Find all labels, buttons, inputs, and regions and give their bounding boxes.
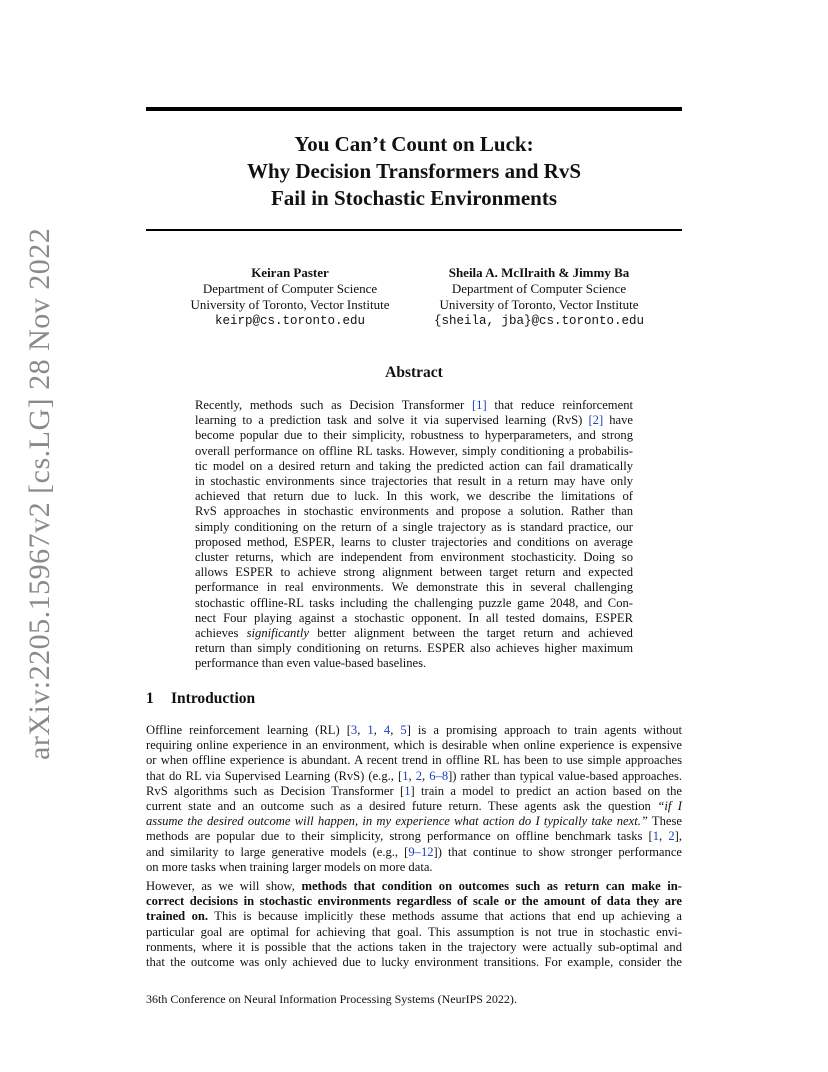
text-line: RvS approaches in stochastic environments and propose a solution. Rather than	[195, 504, 633, 519]
text-line: Offline reinforcement learning (RL) [3, 1, 4, 5] is a promising approach to train agents without	[146, 723, 683, 737]
citation-link[interactable]: 6–8	[429, 768, 449, 783]
abstract-body	[195, 398, 633, 672]
text-line: ronments, where it is possible that the actions taken in the trajectory were actually sub-optimal and	[146, 939, 682, 954]
text-line: achieved that return due to luck. In this work, we describe the limitations of	[195, 489, 633, 504]
intro-paragraph-2	[146, 879, 682, 970]
citation-link[interactable]: 1	[652, 829, 660, 844]
text-line: that do RL via Supervised Learning (RvS) (e.g., [1, 2, 6–8]) rather than typical value-based approaches.	[146, 768, 683, 783]
bold-text: correct decisions in stochastic environments regardless of scale or the amount of data they are	[146, 894, 682, 909]
text-line: in stochastic environments since trajectories that result in a return may have only	[195, 474, 633, 489]
text-line: performance in real environments. We demonstrate this in several challenging	[195, 580, 633, 595]
title-line: Why Decision Transformers and RvS	[246, 159, 582, 183]
text-line: assume the desired outcome will happen, in my experience what action do I typically take next.” These	[146, 814, 682, 829]
bold-text: methods that condition on outcomes such as return can make in-	[301, 879, 682, 893]
paper-title	[146, 131, 682, 212]
text-line: that the outcome was only achieved due to lucky environment transitions. For example, consider the	[146, 955, 682, 970]
text-line: requiring online experience in an environment, which is desirable when online experience is expensive	[146, 738, 682, 753]
citation-link[interactable]: [2]	[588, 413, 604, 428]
text-line: tic model on a desired return and taking the predicted action can fail dramatically	[195, 458, 633, 473]
author-department: Department of Computer Science	[202, 281, 378, 296]
author-name: Keiran Paster	[251, 265, 329, 280]
section-heading	[146, 690, 255, 708]
text-line: allows ESPER to achieve strong alignment between target return and expected	[195, 565, 633, 580]
text-line: become popular due to their simplicity, robustness to hyperparameters, and strong	[195, 428, 633, 443]
title-line: Fail in Stochastic Environments	[270, 186, 558, 210]
citation-link[interactable]: 2	[668, 829, 675, 844]
citation-link[interactable]: 1	[402, 768, 409, 783]
text-line: learning to a prediction task and solve it via supervised learning (RvS) [2] have	[195, 413, 634, 428]
author-affiliation: University of Toronto, Vector Institute	[190, 297, 390, 312]
text-line: trained on. This is because implicitly these methods assume that actions that end up achieving a	[146, 909, 683, 924]
author-name: Sheila A. McIlraith & Jimmy Ba	[448, 265, 630, 280]
italic-text: significantly	[246, 626, 309, 641]
text-line: However, as we will show, methods that condition on outcomes such as return can make in-	[146, 879, 682, 893]
text-line: cluster returns, which are independent from environment stochasticity. Doing so	[195, 550, 633, 565]
text-line: particular goal are optimal for achieving that goal. This assumption is not true in stochastic envi-	[146, 924, 682, 939]
italic-text: “if I	[657, 799, 682, 814]
author-department: Department of Computer Science	[451, 281, 627, 296]
citation-link[interactable]: 1	[367, 723, 374, 737]
title-line: You Can’t Count on Luck:	[294, 132, 534, 156]
text-line: return than simply conditioning on returns. ESPER also achieves higher maximum	[195, 641, 633, 656]
text-line: methods are popular due to their simplicity, strong performance on offline benchmark tasks [1, 2],	[146, 829, 682, 844]
section-title: Introduction	[171, 690, 256, 707]
text-line: current state and an outcome such as a desired future return. These agents ask the question “if I	[146, 799, 682, 814]
text-line: performance than even value-based baselines.	[195, 656, 427, 671]
citation-link[interactable]: 4	[383, 723, 391, 737]
text-line: or when offline experience is abundant. A recent trend in offline RL has been to use simple approaches	[146, 753, 682, 768]
citation-link[interactable]: 1	[404, 783, 411, 798]
text-line: nect Four playing against a stochastic opponent. In all tested domains, ESPER	[195, 610, 633, 625]
text-line: simply conditioning on the return of a single trajectory as is standard practice, our	[195, 519, 633, 534]
section-number: 1	[146, 690, 154, 707]
text-line	[146, 894, 682, 909]
text-line: proposed method, ESPER, learns to cluster trajectories and conditions on average	[195, 534, 633, 549]
text-line: on more tasks when training larger models on more data.	[146, 859, 433, 874]
citation-link[interactable]: 9–12	[408, 844, 434, 859]
citation-link[interactable]: 2	[415, 768, 422, 783]
bold-text: trained on.	[146, 909, 209, 924]
text-line: RvS algorithms such as Decision Transformer [1] train a model to predict an action based on the	[146, 783, 682, 798]
arxiv-identifier: arXiv:2205.15967v2 [cs.LG] 28 Nov 2022	[23, 227, 56, 760]
text-line: overall performance on offline RL tasks. However, simply conditioning a probabilis-	[195, 443, 633, 458]
author-block-1	[180, 265, 400, 329]
title-top-rule	[146, 107, 682, 111]
citation-link[interactable]: 5	[400, 723, 407, 737]
text-line: Recently, methods such as Decision Transformer [1] that reduce reinforcement	[195, 398, 633, 412]
intro-paragraph-1	[146, 723, 682, 875]
conference-footer: 36th Conference on Neural Information Processing Systems (NeurIPS 2022).	[146, 992, 517, 1006]
title-bottom-rule	[146, 229, 682, 231]
text-line: achieves significantly better alignment between the target return and achieved	[195, 626, 633, 641]
author-block-2	[428, 265, 650, 329]
abstract-heading: Abstract	[385, 364, 443, 381]
author-affiliation: University of Toronto, Vector Institute	[439, 297, 639, 312]
author-email[interactable]: {sheila, jba}@cs.toronto.edu	[433, 314, 645, 328]
author-email[interactable]: keirp@cs.toronto.edu	[214, 314, 366, 328]
citation-link[interactable]: 3	[350, 723, 358, 737]
text-line: stochastic offline-RL tasks including the challenging puzzle game 2048, and Con-	[195, 595, 633, 610]
citation-link[interactable]: [1]	[471, 398, 487, 412]
text-line: and similarity to large generative models (e.g., [9–12]) that continue to show stronger performance	[146, 844, 682, 859]
italic-text: assume the desired outcome will happen, in my experience what action do I typically take next.”	[146, 814, 648, 829]
